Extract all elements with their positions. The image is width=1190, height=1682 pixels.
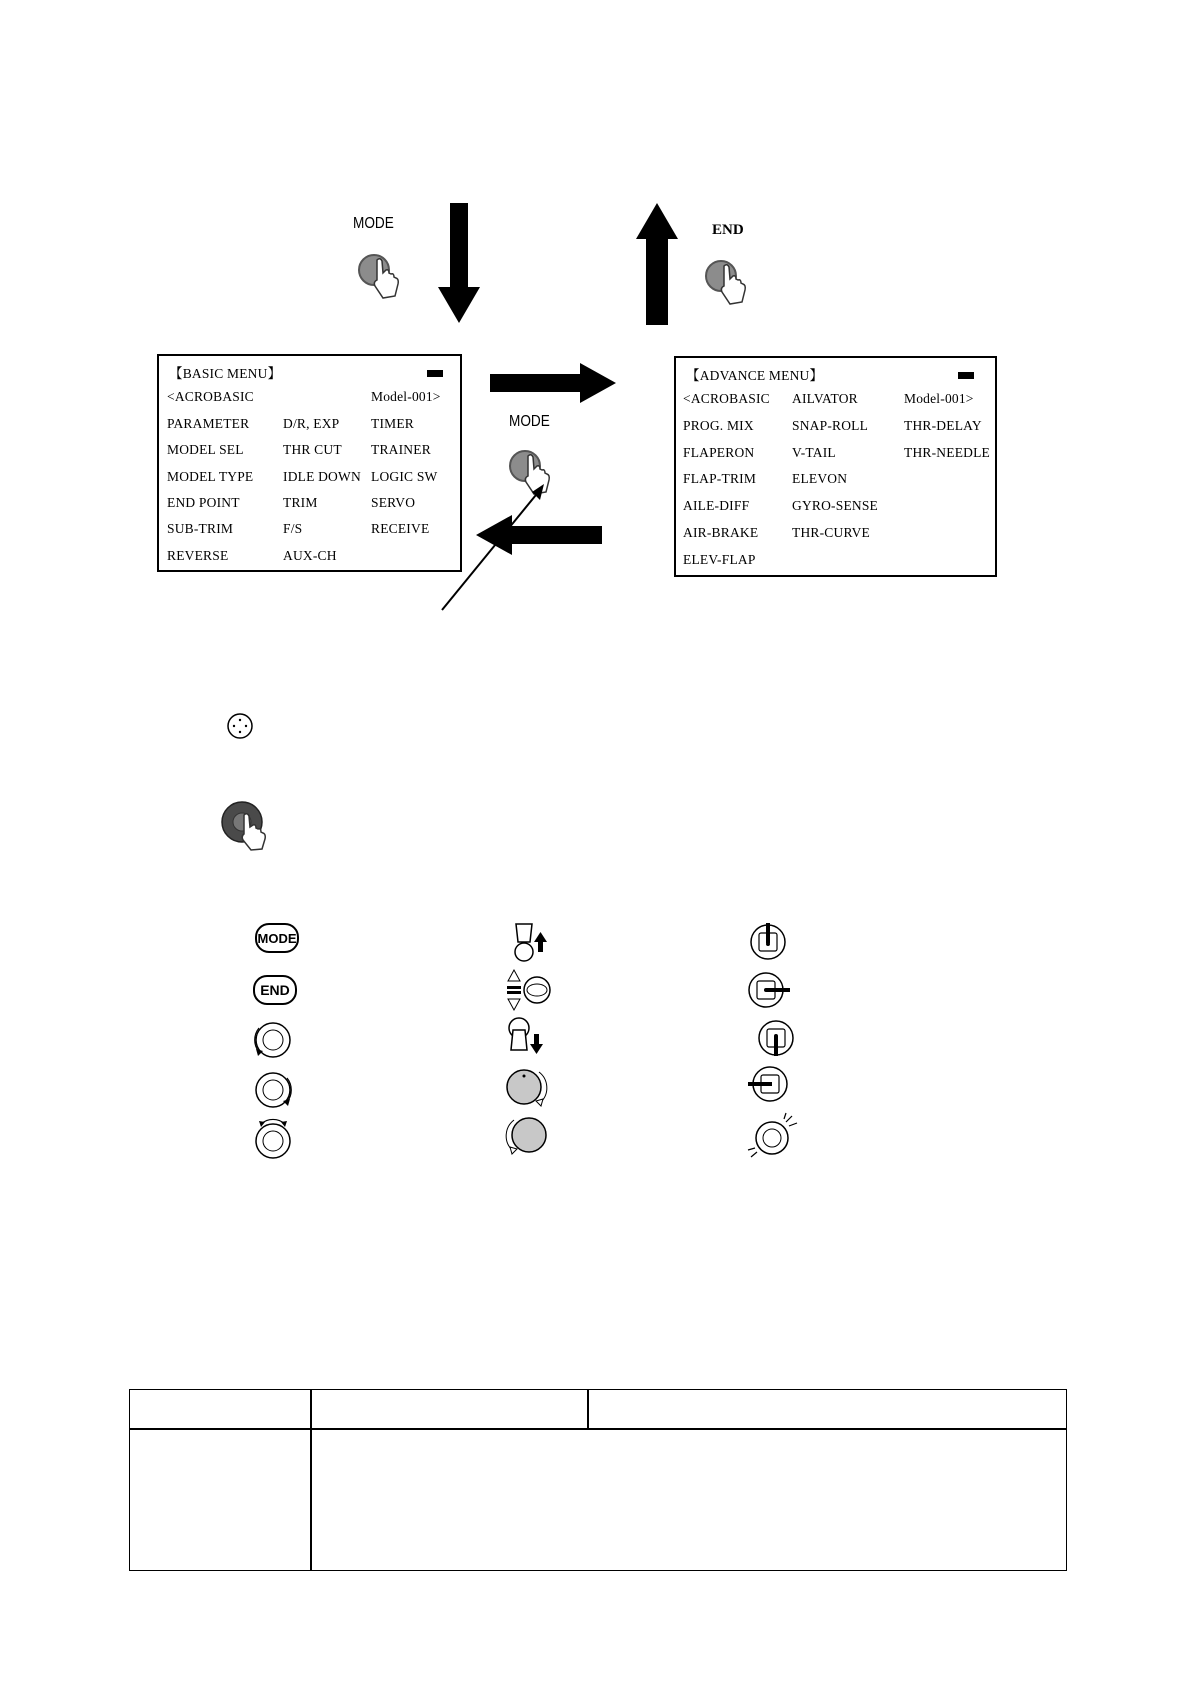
dial-rotate-left-icon: [251, 1018, 295, 1062]
advance-nav-ailvator[interactable]: AILVATOR: [792, 391, 858, 406]
basic-item-idle-down[interactable]: IDLE DOWN: [283, 469, 361, 484]
dial-press-icon: [220, 800, 282, 852]
basic-item-trainer[interactable]: TRAINER: [371, 442, 431, 457]
advance-item-prog-mix[interactable]: PROG. MIX: [683, 418, 754, 433]
basic-item-thr-cut[interactable]: THR CUT: [283, 442, 342, 457]
basic-nav-left[interactable]: <ACROBASIC: [167, 389, 254, 404]
basic-item-receive[interactable]: RECEIVE: [371, 521, 430, 536]
advance-item-flap-trim[interactable]: FLAP-TRIM: [683, 471, 757, 486]
basic-item-model-sel[interactable]: MODEL SEL: [167, 442, 244, 457]
basic-item-fs[interactable]: F/S: [283, 521, 303, 536]
basic-item-aux-ch[interactable]: AUX-CH: [283, 548, 337, 563]
advance-nav-left[interactable]: <ACROBASIC: [683, 391, 770, 406]
advance-item-elevon[interactable]: ELEVON: [792, 471, 848, 486]
table-column-divider-2: [587, 1389, 589, 1429]
trim-up-down-icon: [505, 968, 555, 1012]
basic-item-timer[interactable]: TIMER: [371, 416, 414, 431]
knob-rotate-left-icon: [504, 1114, 550, 1160]
basic-menu-title: 【BASIC MENU】: [169, 366, 282, 381]
advance-menu-title: 【ADVANCE MENU】: [686, 368, 824, 383]
table-header-divider: [129, 1428, 1067, 1430]
switch-up-icon: [510, 920, 554, 964]
advance-item-flaperon[interactable]: FLAPERON: [683, 445, 755, 460]
mode-key-icon: [254, 922, 300, 954]
stick-up-icon: [748, 920, 792, 964]
basic-item-servo[interactable]: SERVO: [371, 495, 416, 510]
mode-key-text: MODE: [257, 931, 297, 946]
end-key-icon: [252, 974, 298, 1006]
advance-item-thr-needle[interactable]: THR-NEEDLE: [904, 445, 990, 460]
middle-mode-label: MODE: [509, 413, 550, 430]
basic-item-model-type[interactable]: MODEL TYPE: [167, 469, 254, 484]
dial-click-icon: [746, 1112, 800, 1160]
advance-item-aile-diff[interactable]: AILE-DIFF: [683, 498, 750, 513]
stick-right-icon: [748, 968, 792, 1012]
stick-left-icon: [746, 1064, 790, 1108]
right-arrow-icon: [490, 362, 618, 404]
advance-item-elev-flap[interactable]: ELEV-FLAP: [683, 552, 756, 567]
basic-nav-right[interactable]: Model-001>: [371, 389, 441, 404]
advance-item-thr-delay[interactable]: THR-DELAY: [904, 418, 982, 433]
switch-down-icon: [506, 1016, 550, 1060]
down-arrow-icon: [436, 203, 482, 325]
end-key-text: END: [260, 982, 290, 998]
basic-item-reverse[interactable]: REVERSE: [167, 548, 229, 563]
up-arrow-icon: [634, 203, 680, 325]
advance-item-snap-roll[interactable]: SNAP-ROLL: [792, 418, 869, 433]
battery-icon: [958, 372, 974, 379]
basic-menu-screen: [157, 354, 462, 572]
dial-rotate-right-icon: [251, 1068, 295, 1112]
basic-item-end-point[interactable]: END POINT: [167, 495, 240, 510]
mode-button-press-icon[interactable]: [355, 250, 415, 306]
advance-menu-screen: [674, 356, 997, 577]
end-button-label: END: [712, 222, 744, 238]
basic-item-dr-exp[interactable]: D/R, EXP: [283, 416, 340, 431]
advance-item-gyro-sense[interactable]: GYRO-SENSE: [792, 498, 879, 513]
basic-item-parameter[interactable]: PARAMETER: [167, 416, 250, 431]
knob-rotate-right-icon: [505, 1064, 551, 1110]
end-button-press-icon[interactable]: [702, 256, 762, 312]
battery-icon: [427, 370, 443, 377]
basic-item-logic-sw[interactable]: LOGIC SW: [371, 469, 438, 484]
table-column-divider-1: [310, 1389, 312, 1571]
stick-down-icon: [756, 1016, 800, 1060]
advance-item-air-brake[interactable]: AIR-BRAKE: [683, 525, 759, 540]
basic-item-trim[interactable]: TRIM: [283, 495, 318, 510]
dial-press-center-icon: [251, 1116, 295, 1162]
mode-button-label: MODE: [353, 215, 394, 232]
advance-item-v-tail[interactable]: V-TAIL: [792, 445, 836, 460]
advance-item-thr-curve[interactable]: THR-CURVE: [792, 525, 870, 540]
basic-item-sub-trim[interactable]: SUB-TRIM: [167, 521, 234, 536]
dial-crosshair-icon: [226, 712, 254, 740]
bottom-table: [129, 1389, 1067, 1571]
advance-nav-right[interactable]: Model-001>: [904, 391, 974, 406]
pointer-line-icon: [440, 482, 550, 612]
